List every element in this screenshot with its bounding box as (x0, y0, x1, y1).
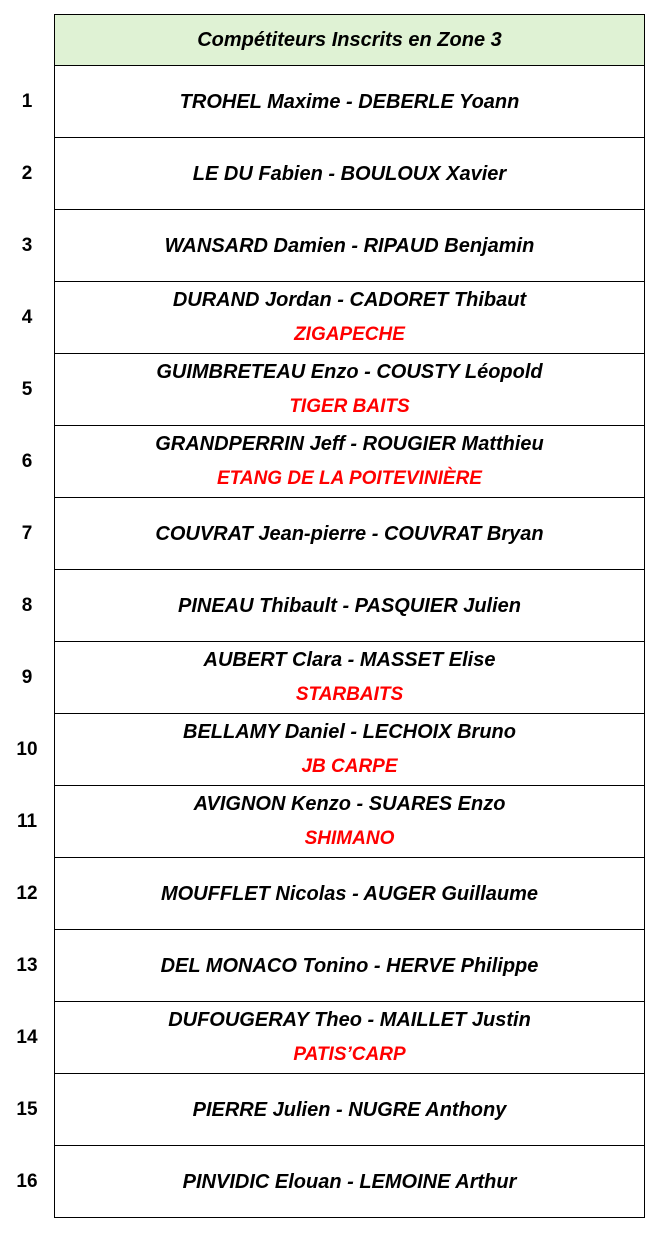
team-names: PINEAU Thibault - PASQUIER Julien (178, 594, 521, 617)
team-cell (54, 786, 645, 858)
table-row (0, 930, 666, 1002)
team-names: BELLAMY Daniel - LECHOIX Bruno (183, 721, 516, 743)
team-cell (54, 138, 645, 210)
row-number: 10 (16, 739, 38, 760)
team-names: GRANDPERRIN Jeff - ROUGIER Matthieu (155, 433, 544, 455)
table-row (0, 858, 666, 930)
team-names: AUBERT Clara - MASSET Elise (203, 649, 496, 671)
table-row (0, 498, 666, 570)
team-names: TROHEL Maxime - DEBERLE Yoann (179, 90, 520, 113)
row-number: 2 (21, 163, 33, 184)
table-row (0, 354, 666, 426)
team-names: COUVRAT Jean-pierre - COUVRAT Bryan (155, 522, 544, 545)
team-sponsor: JB CARPE (301, 756, 398, 777)
team-names: DUFOUGERAY Theo - MAILLET Justin (168, 1009, 531, 1031)
team-names: GUIMBRETEAU Enzo - COUSTY Léopold (156, 361, 543, 383)
row-number: 3 (21, 235, 33, 256)
table-row (0, 714, 666, 786)
table-header-row (0, 14, 666, 66)
team-sponsor: PATIS’CARP (293, 1044, 406, 1065)
table-row (0, 1146, 666, 1218)
table-row (0, 642, 666, 714)
team-cell (54, 1146, 645, 1218)
team-names: MOUFFLET Nicolas - AUGER Guillaume (160, 882, 539, 905)
competitors-table (0, 14, 666, 1218)
row-number: 8 (21, 595, 33, 616)
team-names: WANSARD Damien - RIPAUD Benjamin (164, 234, 535, 257)
team-cell (54, 66, 645, 138)
team-names: LE DU Fabien - BOULOUX Xavier (192, 162, 507, 185)
team-names: AVIGNON Kenzo - SUARES Enzo (193, 793, 506, 815)
team-cell (54, 282, 645, 354)
team-sponsor: ETANG DE LA POITEVINIÈRE (217, 468, 482, 489)
table-row (0, 138, 666, 210)
row-number: 6 (21, 451, 33, 472)
team-names: PIERRE Julien - NUGRE Anthony (192, 1098, 507, 1121)
team-sponsor: SHIMANO (304, 828, 395, 849)
row-number: 12 (16, 883, 38, 904)
table-body (0, 66, 666, 1218)
team-cell (54, 714, 645, 786)
row-number: 16 (16, 1171, 38, 1192)
team-names: DEL MONACO Tonino - HERVE Philippe (160, 954, 539, 977)
table-row (0, 426, 666, 498)
table-row (0, 1002, 666, 1074)
team-cell (54, 570, 645, 642)
team-cell (54, 1002, 645, 1074)
table-row (0, 282, 666, 354)
table-row (0, 570, 666, 642)
team-cell (54, 930, 645, 1002)
team-names: DURAND Jordan - CADORET Thibaut (172, 289, 527, 311)
row-number: 7 (21, 523, 33, 544)
row-number: 4 (21, 307, 33, 328)
row-number: 9 (21, 667, 33, 688)
table-row (0, 66, 666, 138)
row-number: 5 (21, 379, 33, 400)
team-cell (54, 498, 645, 570)
table-row (0, 210, 666, 282)
row-number: 15 (16, 1099, 38, 1120)
table-row (0, 786, 666, 858)
team-cell (54, 426, 645, 498)
row-number: 13 (16, 955, 38, 976)
team-cell (54, 1074, 645, 1146)
row-number: 11 (16, 811, 38, 832)
team-cell (54, 642, 645, 714)
header-number-cell (0, 14, 54, 66)
row-number: 14 (16, 1027, 38, 1048)
row-number: 1 (21, 91, 33, 112)
team-names: PINVIDIC Elouan - LEMOINE Arthur (182, 1170, 517, 1193)
team-sponsor: TIGER BAITS (289, 396, 410, 417)
team-sponsor: STARBAITS (295, 684, 404, 705)
team-cell (54, 210, 645, 282)
team-cell (54, 858, 645, 930)
table-row (0, 1074, 666, 1146)
team-sponsor: ZIGAPECHE (294, 324, 405, 345)
team-cell (54, 354, 645, 426)
table-title: Compétiteurs Inscrits en Zone 3 (54, 14, 645, 66)
